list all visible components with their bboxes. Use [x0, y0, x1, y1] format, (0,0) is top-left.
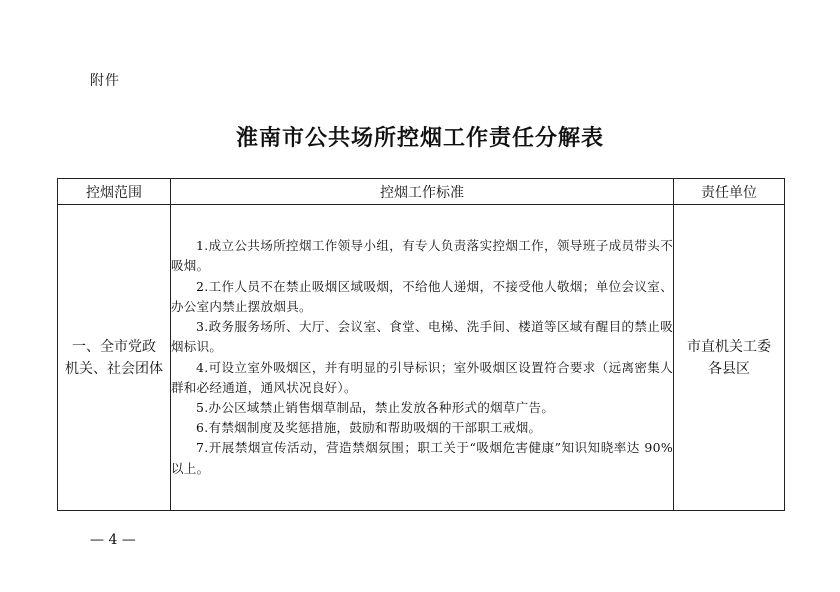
scope-cell	[58, 205, 171, 511]
standard-item: 4.可设立室外吸烟区，并有明显的引导标识；室外吸烟区设置符合要求（远离密集人群和必经通道，通风状况良好）。	[171, 359, 673, 395]
standard-item: 2.工作人员不在禁止吸烟区域吸烟，不给他人递烟，不接受他人敬烟；单位会议室、办公室内禁止摆放烟具。	[171, 278, 673, 314]
standard-item: 3.政务服务场所、大厅、会议室、食堂、电梯、洗手间、楼道等区域有醒目的禁止吸烟标识。	[171, 319, 673, 355]
document-title: 淮南市公共场所控烟工作责任分解表	[235, 126, 604, 151]
standard-item: 7.开展禁烟宣传活动，营造禁烟氛围；职工关于“吸烟危害健康”知识知晓率达 90%以上。	[171, 440, 673, 476]
scope-line: 一、全市党政	[72, 338, 156, 355]
standard-cell	[171, 205, 674, 511]
standard-item: 1.成立公共场所控烟工作领导小组，有专人负责落实控烟工作，领导班子成员带头不吸烟。	[171, 238, 673, 274]
standard-item: 5.办公区域禁止销售烟草制品，禁止发放各种形式的烟草广告。	[196, 399, 555, 415]
standard-item: 6.有禁烟制度及奖惩措施，鼓励和帮助吸烟的干部职工戒烟。	[196, 420, 542, 436]
unit-line: 各县区	[708, 360, 750, 377]
page-number: — 4 —	[90, 532, 136, 548]
header-standard: 控烟工作标准	[171, 179, 674, 205]
header-scope: 控烟范围	[58, 179, 171, 205]
table-header-row	[58, 179, 785, 205]
attachment-label: 附件	[90, 73, 120, 89]
header-unit: 责任单位	[674, 179, 785, 205]
unit-line: 市直机关工委	[687, 338, 771, 355]
unit-cell	[674, 205, 785, 511]
scope-line: 机关、社会团体	[65, 360, 163, 377]
table-row	[58, 205, 785, 511]
responsibility-table	[57, 178, 785, 511]
